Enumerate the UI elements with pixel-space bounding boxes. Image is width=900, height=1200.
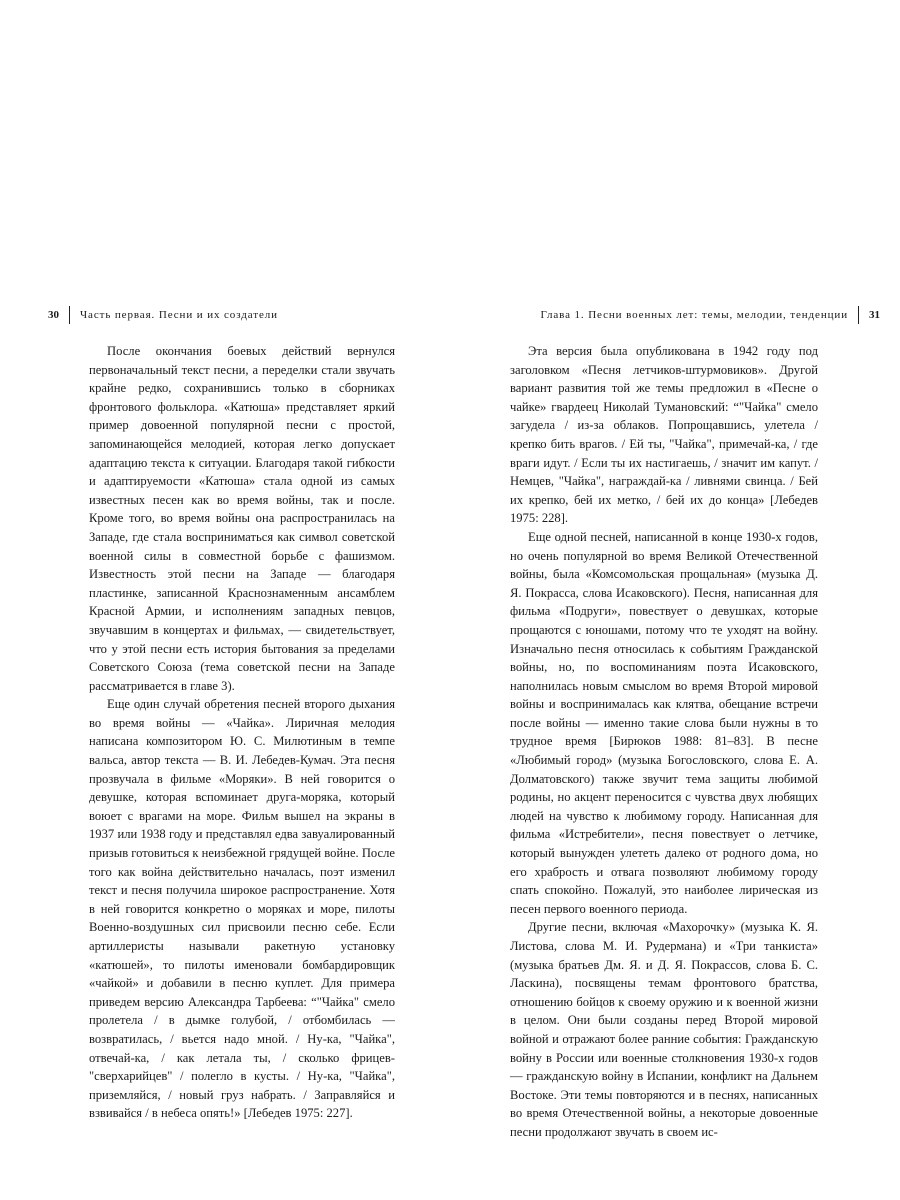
page-number: 30 — [48, 309, 59, 321]
paragraph: Еще один случай обретения песней второго дыхания во время войны — «Чайка». Лиричная мелодия написана композитором Ю. С. Милютиным в темпе вальса, автор текста — В. И. Лебедев-Кумач. Эта песня прозвучала в фильме «Моряки». В ней говорится о девушке, которая вспоминает друга-моряка, который воюет с врагами на море. Фильм вышел на экраны в 1937 или 1938 году и представлял едва завуалированный призыв готовиться к неизбежной грядущей войне. После того как война действительно началась, поэт изменил текст и песня получила широкое распространение. Хотя в ней говорится конкретно о моряках и море, пилоты Военно-воздушных сил присвоили песню себе. Если артиллеристы называли ракетную установку «катюшей», то пилоты именовали бомбардировщик «чайкой» и добавили в песню куплет. Для примера приведем версию Александра Тарбеева: “"Чайка" смело пролетела / в дымке голубой, / отбомбилась — возвратилась, / вьется надо мной. / Ну-ка, "Чайка", отвечай-ка, / как летала ты, / сколько фрицев-"сверхарийцев" / полегло в кусты. / Ну-ка, "Чайка", приземляйся, / новый груз набрать. / Заправляйся и взвивайся / в небеса опять!» [Лебедев 1975: 227]. — [89, 697, 395, 1121]
header-divider — [858, 306, 859, 324]
running-head-title: Глава 1. Песни военных лет: темы, мелодии, тенденции — [540, 309, 848, 321]
right-page — [450, 0, 900, 1200]
paragraph: Эта версия была опубликована в 1942 году под заголовком «Песня летчиков-штурмовиков». Другой вариант развития той же темы предложил в «Песне о чайке» гвардеец Николай Тумановский: “"Чайка" смело загудела / из-за облаков. Попрощавшись, улетела / крепко бить врагов. / Ей ты, "Чайка", примечай-ка, / где враги идут. / Если ты их настигаешь, / значит им капут. / Немцев, "Чайка", награждай-ка / ливнями свинца. / Бей их крепко, бей их метко, / бей их до конца» [Лебедев 1975: 228]. — [510, 344, 818, 526]
paragraph: Другие песни, включая «Махорочку» (музыка К. Я. Листова, слова М. И. Рудермана) и «Три танкиста» (музыка братьев Дм. Я. и Д. Я. Покрассов, слова Б. С. Ласкина), посвящены темам фронтового братства, отношению бойцов к своему оружию и к военной жизни в целом. Они были созданы перед Второй мировой войной и отражают более ранние события: Гражданскую войну в России или военные столкновения 1930-х годов — гражданскую войну в Испании, конфликт на Дальнем Востоке. Эти темы повторяются и в песнях, написанных во время Отечественной войны, а некоторые довоенные песни продолжают звучать в своем ис- — [510, 920, 818, 1139]
paragraph: После окончания боевых действий вернулся первоначальный текст песни, а переделки стали звучать крайне редко, сохранившись только в сборниках фронтового фольклора. «Катюша» представляет яркий пример довоенной популярной песни с простой, запоминающейся мелодией, которая легко допускает адаптацию текста к ситуации. Благодаря такой гибкости и адаптируемости «Катюша» стала одной из самых известных песен как во время войны, так и после. Кроме того, во время войны она распространилась на Западе, где стала восприниматься как символ советской военной силы в совместной борьбе с фашизмом. Известность этой песни на Западе — благодаря пластинке, записанной Краснознаменным ансамблем Красной Армии, и исполнениям западных певцов, звучавшим в концертах и фильмах, — свидетельствует, что у этой песни есть история бытования за пределами Советского Союза (тема советской песни на Западе рассматривается в главе 3). — [89, 344, 395, 693]
running-head — [541, 306, 880, 324]
paragraph: Еще одной песней, написанной в конце 1930-х годов, но очень популярной во время Великой Отечественной войны, была «Комсомольская прощальная» (музыка Д. Я. Покрасса, слова Исаковского). Песня, написанная для фильма «Подруги», повествует о девушках, которые прощаются с юношами, потому что те уходят на войну. Изначально песня относилась к событиям Гражданской войны, но, по воспоминаниям поэта Исаковского, наполнилась новым смыслом во время Второй мировой войны и воспринималась как клятва, обещание встречи после войны — именно такие слова были нужны в то трудное время [Бирюков 1988: 81–83]. В песне «Любимый город» (музыка Богословского, слова Е. А. Долматовского) также звучит тема защиты любимой родины, но акцент переносится с чувства двух любящих людей на чувство к любимому городу. Написанная для фильма «Истребители», песня повествует о летчике, который вынужден улететь далеко от родного дома, но его храбрость и отвага позволяют любимому городу спать спокойно. Пожалуй, это наиболее лирическая из песен первого военного периода. — [510, 529, 818, 916]
page-number: 31 — [869, 309, 880, 321]
running-head-title: Часть первая. Песни и их создатели — [80, 309, 278, 321]
header-divider — [69, 306, 70, 324]
running-head — [48, 306, 278, 324]
body-text — [89, 342, 395, 1123]
body-text — [510, 342, 818, 1142]
